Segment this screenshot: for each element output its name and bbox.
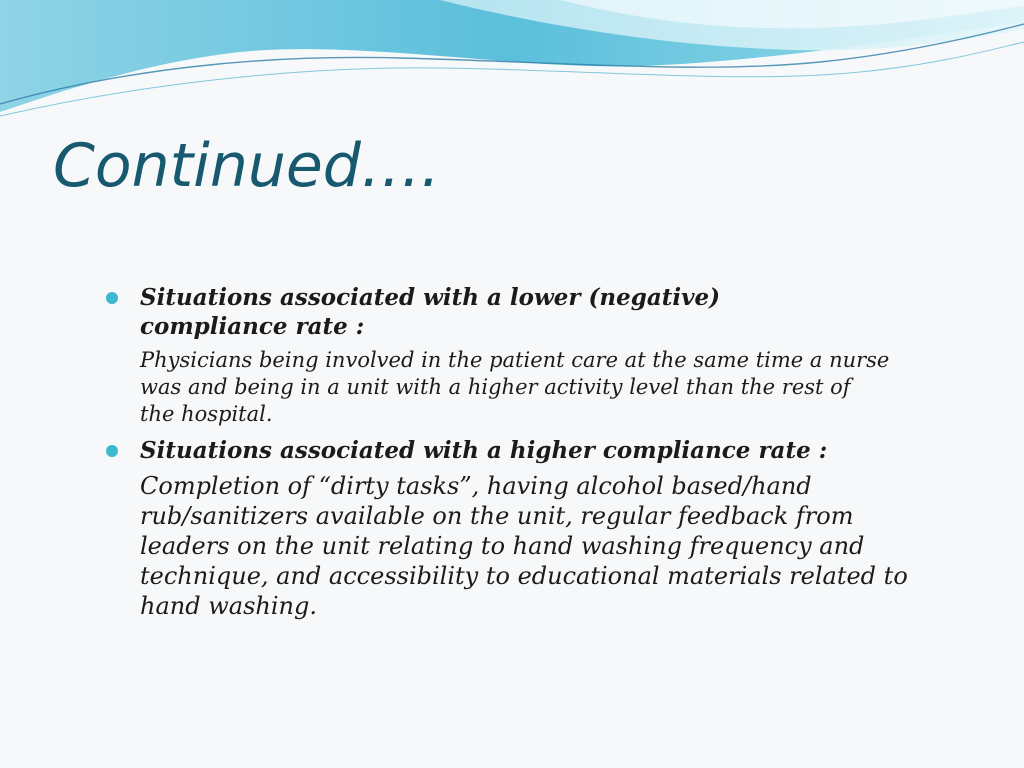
- bullet-description: Physicians being involved in the patient care at the same time a nurse was and being in a unit with a higher activity level than the rest of the hospital.: [140, 348, 890, 426]
- bullet-heading: Situations associated with a higher compliance rate :: [140, 437, 828, 464]
- bullet-description: Completion of “dirty tasks”, having alcohol based/hand rub/sanitizers available on the unit, regular feedback from leaders on the unit relating to hand washing frequency and technique, and accessibility to educational materials related to hand washing.: [140, 472, 908, 620]
- bullet-heading: Situations associated with a lower (negative) compliance rate :: [140, 284, 721, 340]
- bullet-list: [104, 283, 944, 621]
- bullet-dot-icon: [106, 445, 118, 457]
- slide-title: Continued….: [53, 131, 440, 201]
- bullet-item: [104, 283, 944, 428]
- bullet-item: [104, 436, 944, 621]
- header-wave-decoration: [0, 0, 1024, 140]
- bullet-dot-icon: [106, 292, 118, 304]
